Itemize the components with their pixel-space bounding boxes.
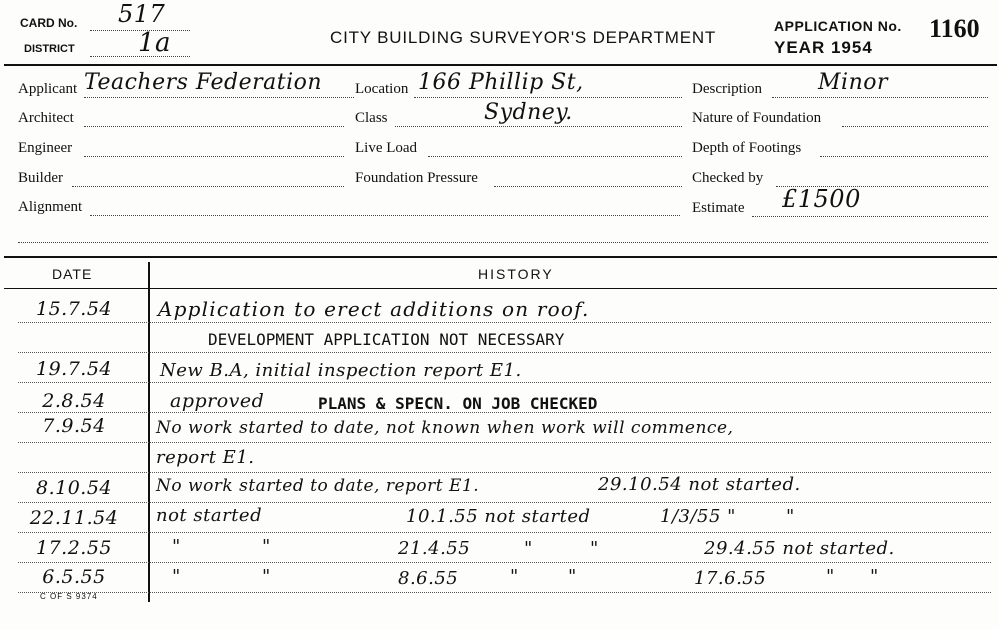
- builder-label: Builder: [18, 170, 63, 186]
- class-value: Sydney.: [484, 100, 573, 125]
- history-row-date: 17.2.55: [35, 537, 113, 559]
- foundation-pressure-label: Foundation Pressure: [355, 170, 478, 186]
- application-no-value: 1160: [929, 14, 980, 43]
- applicant-line: [84, 97, 354, 98]
- district-value: 1a: [138, 28, 172, 58]
- history-entry: 1/3/55 ": [660, 506, 736, 527]
- live-load-label: Live Load: [355, 140, 418, 156]
- estimate-value: £1500: [782, 185, 861, 213]
- class-line: [395, 126, 682, 127]
- description-line: [772, 97, 988, 98]
- location-label: Location: [355, 81, 409, 97]
- history-rule: [18, 442, 991, 443]
- engineer-label: Engineer: [18, 140, 73, 156]
- location-line: [414, 97, 682, 98]
- card-no-label: CARD No.: [20, 16, 78, 30]
- history-rule: [18, 472, 991, 473]
- checked-by-label: Checked by: [692, 170, 764, 186]
- history-entry: not started: [156, 505, 263, 526]
- history-entry: ": [172, 536, 181, 557]
- history-rule: [18, 352, 991, 353]
- engineer-line: [84, 156, 344, 157]
- history-column-header: HISTORY: [478, 266, 554, 282]
- history-rule: [18, 322, 991, 323]
- alignment-label: Alignment: [18, 199, 83, 215]
- history-row-date: 7.9.54: [42, 415, 106, 437]
- card-no-value: 517: [118, 0, 166, 28]
- location-value: 166 Phillip St,: [418, 70, 584, 95]
- applicant-label: Applicant: [18, 81, 78, 97]
- history-row-date: 2.8.54: [42, 390, 106, 412]
- foundation-pressure-line: [494, 186, 682, 187]
- history-row-date: 15.7.54: [35, 298, 113, 320]
- description-label: Description: [692, 81, 762, 97]
- nature-of-foundation-label: Nature of Foundation: [692, 110, 822, 126]
- history-row-date: 19.7.54: [35, 358, 113, 380]
- builder-line: [72, 186, 344, 187]
- history-entry: ": [590, 538, 599, 559]
- district-label: DISTRICT: [24, 43, 75, 55]
- history-entry: No work started to date, report E1.: [156, 476, 480, 496]
- header-divider: [4, 64, 997, 66]
- history-entry: ": [172, 566, 181, 587]
- architect-line: [84, 126, 344, 127]
- history-entry: 21.4.55: [398, 538, 471, 559]
- history-entry: ": [262, 536, 271, 557]
- history-entry: Application to erect additions on roof.: [158, 297, 590, 321]
- history-entry: ": [510, 566, 519, 587]
- history-entry: 29.4.55 not started.: [704, 538, 895, 559]
- estimate-line: [752, 216, 988, 217]
- alignment-line: [90, 215, 680, 216]
- history-rule: [18, 592, 991, 593]
- history-entry: No work started to date, not known when work will commence,: [156, 418, 734, 438]
- history-entry: 17.6.55: [694, 568, 767, 589]
- history-entry: 29.10.54 not started.: [598, 474, 801, 495]
- class-label: Class: [355, 110, 388, 126]
- history-stamp: PLANS & SPECN. ON JOB CHECKED: [318, 394, 598, 413]
- fields-bottom-line: [18, 242, 988, 243]
- estimate-label: Estimate: [692, 200, 745, 216]
- department-title: CITY BUILDING SURVEYOR'S DEPARTMENT: [330, 28, 717, 47]
- architect-label: Architect: [18, 110, 74, 126]
- history-entry: 10.1.55 not started: [406, 506, 591, 527]
- history-entry: New B.A, initial inspection report E1.: [160, 360, 522, 381]
- history-entry: ": [524, 538, 533, 559]
- history-entry: approved: [170, 390, 265, 412]
- history-entry: ": [568, 566, 577, 587]
- nature-of-foundation-line: [842, 126, 988, 127]
- date-column-header: DATE: [52, 266, 93, 282]
- history-rule: [18, 502, 991, 503]
- applicant-value: Teachers Federation: [84, 70, 323, 95]
- history-rule: [18, 382, 991, 383]
- history-entry: ": [826, 566, 835, 587]
- history-row-date: 8.10.54: [35, 477, 113, 499]
- history-entry: report E1.: [156, 447, 255, 468]
- history-entry: ": [870, 566, 879, 587]
- history-row-date: 6.5.55: [42, 566, 106, 588]
- history-entry: ": [786, 506, 795, 527]
- live-load-line: [428, 156, 682, 157]
- description-value: Minor: [818, 70, 888, 95]
- history-entry: ": [262, 566, 271, 587]
- date-column-divider: [148, 262, 150, 602]
- history-top-border: [4, 256, 997, 258]
- depth-of-footings-line: [820, 156, 988, 157]
- history-row-date: 22.11.54: [29, 507, 119, 529]
- application-no-label: APPLICATION No.: [774, 18, 902, 34]
- depth-of-footings-label: Depth of Footings: [692, 140, 802, 156]
- history-header-divider: [4, 288, 997, 289]
- history-rule: [18, 532, 991, 533]
- year-label: YEAR 1954: [774, 38, 873, 57]
- history-rule: [18, 562, 991, 563]
- form-code: C OF S 9374: [40, 592, 98, 601]
- history-stamp: DEVELOPMENT APPLICATION NOT NECESSARY: [208, 330, 565, 349]
- history-entry: 8.6.55: [398, 568, 459, 589]
